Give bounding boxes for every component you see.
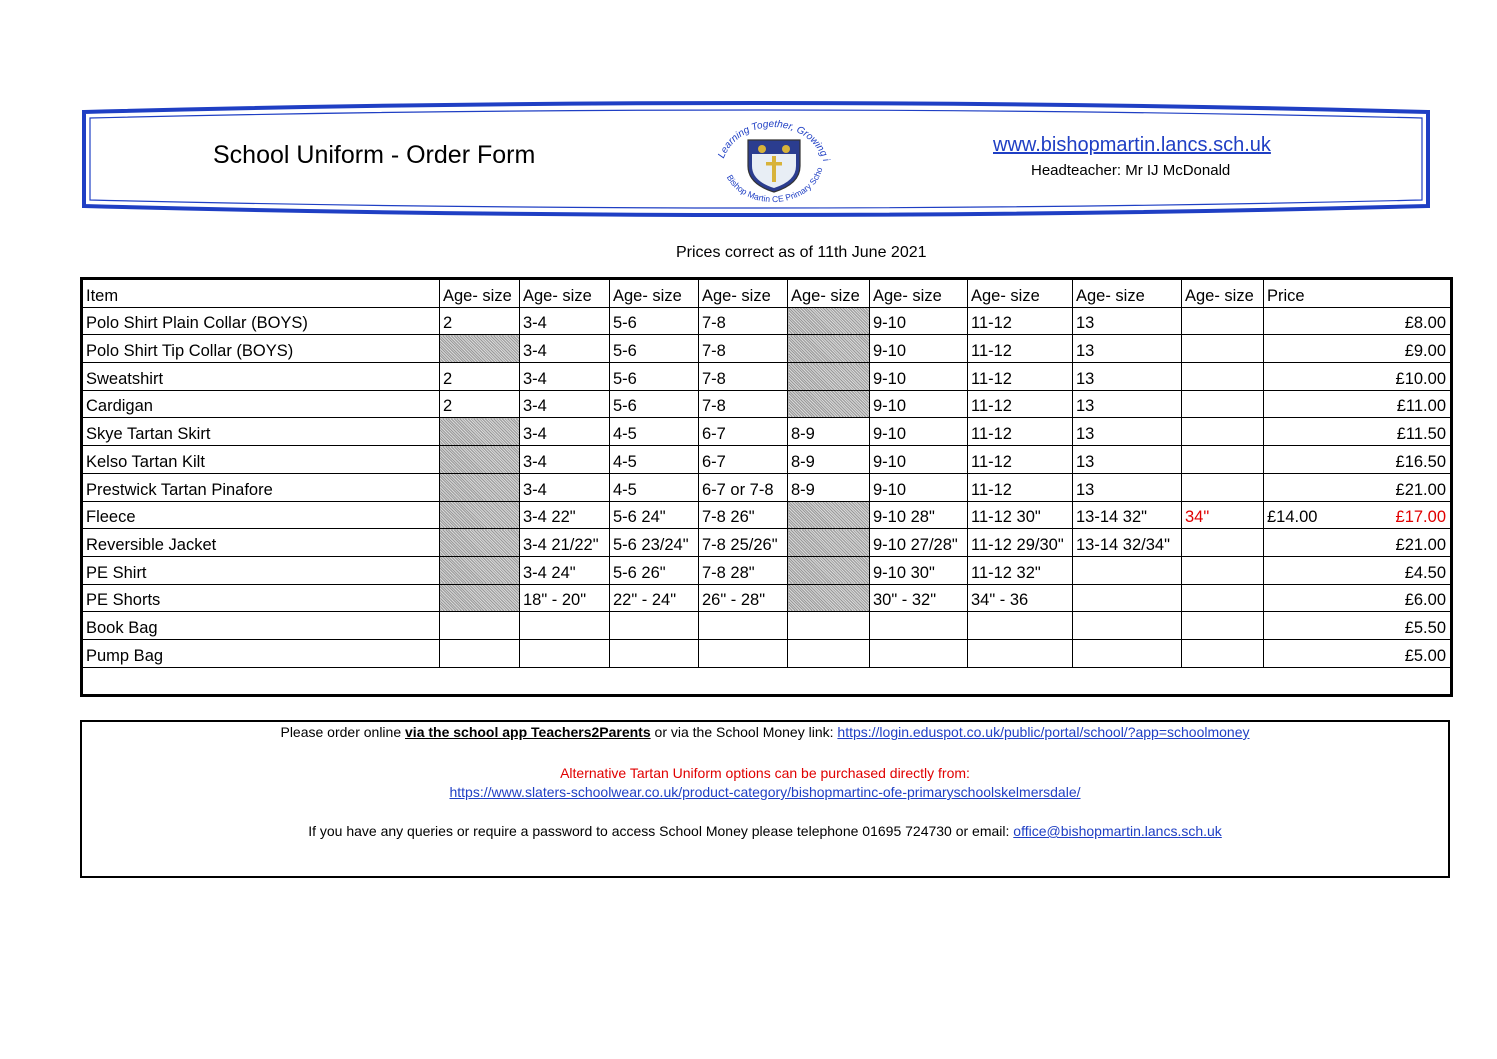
price-cell: £21.00 xyxy=(1264,473,1452,501)
column-header: Age- size xyxy=(610,279,699,308)
size-cell: 11-12 xyxy=(968,418,1073,446)
table-row xyxy=(82,556,1452,584)
size-cell xyxy=(699,639,788,667)
size-cell: 9-10 xyxy=(870,390,968,418)
size-cell xyxy=(1182,529,1264,557)
size-cell: 3-4 21/22" xyxy=(520,529,610,557)
price-cell: £10.00 xyxy=(1264,363,1452,391)
website-link[interactable]: www.bishopmartin.lancs.sch.uk xyxy=(993,134,1271,156)
size-cell: 9-10 27/28" xyxy=(870,529,968,557)
size-cell xyxy=(440,639,520,667)
size-cell: 7-8 xyxy=(699,335,788,363)
size-cell: 34" - 36 xyxy=(968,584,1073,612)
size-cell xyxy=(610,639,699,667)
unavailable-size-cell xyxy=(440,418,520,446)
size-cell: 9-10 xyxy=(870,307,968,335)
size-cell: 3-4 xyxy=(520,390,610,418)
table-row xyxy=(82,446,1452,474)
size-cell: 6-7 xyxy=(699,446,788,474)
size-cell: 30" - 32" xyxy=(870,584,968,612)
office-email-link[interactable]: office@bishopmartin.lancs.sch.uk xyxy=(1013,823,1222,839)
item-name-cell: Polo Shirt Tip Collar (BOYS) xyxy=(82,335,440,363)
table-row xyxy=(82,501,1452,529)
item-name-cell: Cardigan xyxy=(82,390,440,418)
size-cell: 4-5 xyxy=(610,418,699,446)
size-cell: 5-6 24" xyxy=(610,501,699,529)
unavailable-size-cell xyxy=(788,556,870,584)
size-cell: 3-4 xyxy=(520,363,610,391)
uniform-price-table xyxy=(80,277,1453,697)
item-name-cell: Polo Shirt Plain Collar (BOYS) xyxy=(82,307,440,335)
size-cell: 8-9 xyxy=(788,446,870,474)
size-cell: 5-6 xyxy=(610,390,699,418)
size-cell: 7-8 xyxy=(699,307,788,335)
size-cell xyxy=(1182,363,1264,391)
size-cell: 5-6 23/24" xyxy=(610,529,699,557)
table-row xyxy=(82,418,1452,446)
size-cell xyxy=(788,612,870,640)
order-middle-text: or via the School Money link: xyxy=(650,724,838,740)
size-cell: 7-8 26" xyxy=(699,501,788,529)
size-cell: 13 xyxy=(1073,390,1182,418)
size-cell xyxy=(1182,584,1264,612)
price-cell: £16.50 xyxy=(1264,446,1452,474)
size-cell: 2 xyxy=(440,390,520,418)
price-standard: £14.00 xyxy=(1267,508,1318,527)
column-header: Age- size xyxy=(1073,279,1182,308)
slaters-schoolwear-link[interactable]: https://www.slaters-schoolwear.co.uk/product-category/bishopmartinc-ofe-primaryschoolskelmersdale/ xyxy=(449,784,1081,800)
size-cell: 2 xyxy=(440,307,520,335)
price-cell: £5.00 xyxy=(1264,639,1452,667)
item-name-cell: Kelso Tartan Kilt xyxy=(82,446,440,474)
size-cell: 13 xyxy=(1073,418,1182,446)
size-cell xyxy=(870,639,968,667)
svg-text:Bishop Martin CE Primary Schoo: Bishop Martin CE Primary Scho xyxy=(724,166,825,205)
unavailable-size-cell xyxy=(440,501,520,529)
size-cell: 9-10 xyxy=(870,446,968,474)
item-name-cell: Prestwick Tartan Pinafore xyxy=(82,473,440,501)
column-header: Item xyxy=(82,279,440,308)
item-name-cell: Reversible Jacket xyxy=(82,529,440,557)
headteacher-name: Headteacher: Mr IJ McDonald xyxy=(1031,162,1231,179)
column-header: Price xyxy=(1264,279,1452,308)
size-cell xyxy=(1182,473,1264,501)
teachers2parents-link[interactable]: via the school app Teachers2Parents xyxy=(405,724,651,740)
school-money-link[interactable]: https://login.eduspot.co.uk/public/portal/school/?app=schoolmoney xyxy=(837,724,1250,740)
size-cell: 3-4 24" xyxy=(520,556,610,584)
svg-text:Learning Together, Growing in: Learning Together, Growing i xyxy=(716,118,832,163)
price-large-size: £17.00 xyxy=(1395,508,1446,527)
item-name-cell: PE Shirt xyxy=(82,556,440,584)
item-name-cell: Sweatshirt xyxy=(82,363,440,391)
size-cell: 4-5 xyxy=(610,473,699,501)
column-header: Age- size xyxy=(520,279,610,308)
price-cell: £8.00 xyxy=(1264,307,1452,335)
size-cell: 34" xyxy=(1182,501,1264,529)
size-cell: 11-12 29/30" xyxy=(968,529,1073,557)
item-name-cell: Pump Bag xyxy=(82,639,440,667)
size-cell: 3-4 xyxy=(520,335,610,363)
order-online-line xyxy=(82,724,1448,740)
size-cell xyxy=(1182,639,1264,667)
page-title: School Uniform - Order Form xyxy=(213,141,536,169)
size-cell: 4-5 xyxy=(610,446,699,474)
size-cell: 13 xyxy=(1073,335,1182,363)
unavailable-size-cell xyxy=(788,335,870,363)
column-header: Age- size xyxy=(440,279,520,308)
size-cell: 11-12 30" xyxy=(968,501,1073,529)
size-cell: 13 xyxy=(1073,307,1182,335)
size-cell: 9-10 28" xyxy=(870,501,968,529)
item-name-cell: Book Bag xyxy=(82,612,440,640)
table-row xyxy=(82,363,1452,391)
size-cell: 6-7 or 7-8 xyxy=(699,473,788,501)
size-cell xyxy=(1073,639,1182,667)
size-cell: 11-12 xyxy=(968,307,1073,335)
table-spacer-row xyxy=(82,667,1452,696)
size-cell xyxy=(520,612,610,640)
unavailable-size-cell xyxy=(440,556,520,584)
size-cell xyxy=(968,639,1073,667)
price-cell: £6.00 xyxy=(1264,584,1452,612)
size-cell: 9-10 xyxy=(870,473,968,501)
size-cell: 3-4 xyxy=(520,473,610,501)
size-cell: 5-6 xyxy=(610,363,699,391)
unavailable-size-cell xyxy=(440,529,520,557)
size-cell xyxy=(520,639,610,667)
size-cell: 5-6 xyxy=(610,335,699,363)
ordering-info-box xyxy=(80,720,1450,878)
table-header-row xyxy=(82,279,1452,308)
size-cell xyxy=(1182,612,1264,640)
size-cell: 5-6 26" xyxy=(610,556,699,584)
size-cell: 2 xyxy=(440,363,520,391)
size-cell: 6-7 xyxy=(699,418,788,446)
unavailable-size-cell xyxy=(788,390,870,418)
price-cell: £21.00 xyxy=(1264,529,1452,557)
size-cell: 11-12 xyxy=(968,446,1073,474)
item-name-cell: PE Shorts xyxy=(82,584,440,612)
size-cell: 13 xyxy=(1073,473,1182,501)
size-cell: 11-12 xyxy=(968,363,1073,391)
size-cell: 11-12 xyxy=(968,473,1073,501)
prices-note: Prices correct as of 11th June 2021 xyxy=(676,244,927,261)
spacer-cell xyxy=(82,667,1452,696)
table-row xyxy=(82,612,1452,640)
size-cell: 22" - 24" xyxy=(610,584,699,612)
size-cell: 11-12 xyxy=(968,335,1073,363)
order-prefix-text: Please order online xyxy=(280,724,406,740)
size-cell xyxy=(1182,556,1264,584)
school-logo xyxy=(702,102,844,214)
column-header: Age- size xyxy=(1182,279,1264,308)
column-header: Age- size xyxy=(699,279,788,308)
size-cell: 9-10 xyxy=(870,418,968,446)
size-cell: 9-10 xyxy=(870,335,968,363)
unavailable-size-cell xyxy=(440,473,520,501)
size-cell xyxy=(1182,335,1264,363)
item-name-cell: Skye Tartan Skirt xyxy=(82,418,440,446)
price-cell: £9.00 xyxy=(1264,335,1452,363)
table-row xyxy=(82,307,1452,335)
size-cell: 7-8 28" xyxy=(699,556,788,584)
size-cell xyxy=(1182,307,1264,335)
size-cell xyxy=(699,612,788,640)
size-cell: 26" - 28" xyxy=(699,584,788,612)
table-row xyxy=(82,473,1452,501)
size-cell: 3-4 xyxy=(520,446,610,474)
table-row xyxy=(82,390,1452,418)
size-cell xyxy=(440,612,520,640)
table-row xyxy=(82,639,1452,667)
size-cell: 13 xyxy=(1073,363,1182,391)
table-row xyxy=(82,529,1452,557)
price-cell: £4.50 xyxy=(1264,556,1452,584)
size-cell xyxy=(870,612,968,640)
size-cell: 9-10 xyxy=(870,363,968,391)
queries-text: If you have any queries or require a password to access School Money please telephone 01695 724730 or email: xyxy=(308,823,1014,839)
tartan-link-line xyxy=(82,784,1448,800)
item-name-cell: Fleece xyxy=(82,501,440,529)
price-cell: £5.50 xyxy=(1264,612,1452,640)
column-header: Age- size xyxy=(788,279,870,308)
tartan-note: Alternative Tartan Uniform options can be purchased directly from: xyxy=(560,765,970,781)
price-cell xyxy=(1264,501,1452,529)
size-cell: 3-4 xyxy=(520,418,610,446)
price-cell: £11.50 xyxy=(1264,418,1452,446)
size-cell xyxy=(1182,418,1264,446)
size-cell: 9-10 30" xyxy=(870,556,968,584)
size-cell: 7-8 xyxy=(699,363,788,391)
size-cell: 13-14 32" xyxy=(1073,501,1182,529)
unavailable-size-cell xyxy=(788,529,870,557)
size-cell: 13 xyxy=(1073,446,1182,474)
queries-line xyxy=(82,823,1448,839)
price-cell: £11.00 xyxy=(1264,390,1452,418)
size-cell xyxy=(1182,446,1264,474)
unavailable-size-cell xyxy=(788,307,870,335)
column-header: Age- size xyxy=(870,279,968,308)
size-cell: 3-4 22" xyxy=(520,501,610,529)
unavailable-size-cell xyxy=(440,335,520,363)
size-cell: 7-8 xyxy=(699,390,788,418)
size-cell: 11-12 32" xyxy=(968,556,1073,584)
size-cell xyxy=(788,639,870,667)
size-cell: 5-6 xyxy=(610,307,699,335)
size-cell: 8-9 xyxy=(788,473,870,501)
size-cell xyxy=(610,612,699,640)
size-cell: 7-8 25/26" xyxy=(699,529,788,557)
size-cell: 13-14 32/34" xyxy=(1073,529,1182,557)
size-cell xyxy=(1073,584,1182,612)
size-cell: 11-12 xyxy=(968,390,1073,418)
size-cell xyxy=(1182,390,1264,418)
unavailable-size-cell xyxy=(788,501,870,529)
size-cell xyxy=(1073,612,1182,640)
unavailable-size-cell xyxy=(788,363,870,391)
table-row xyxy=(82,335,1452,363)
unavailable-size-cell xyxy=(440,446,520,474)
column-header: Age- size xyxy=(968,279,1073,308)
size-cell: 3-4 xyxy=(520,307,610,335)
size-cell xyxy=(1073,556,1182,584)
unavailable-size-cell xyxy=(788,584,870,612)
size-cell: 18" - 20" xyxy=(520,584,610,612)
size-cell xyxy=(968,612,1073,640)
table-row xyxy=(82,584,1452,612)
unavailable-size-cell xyxy=(440,584,520,612)
size-cell: 8-9 xyxy=(788,418,870,446)
